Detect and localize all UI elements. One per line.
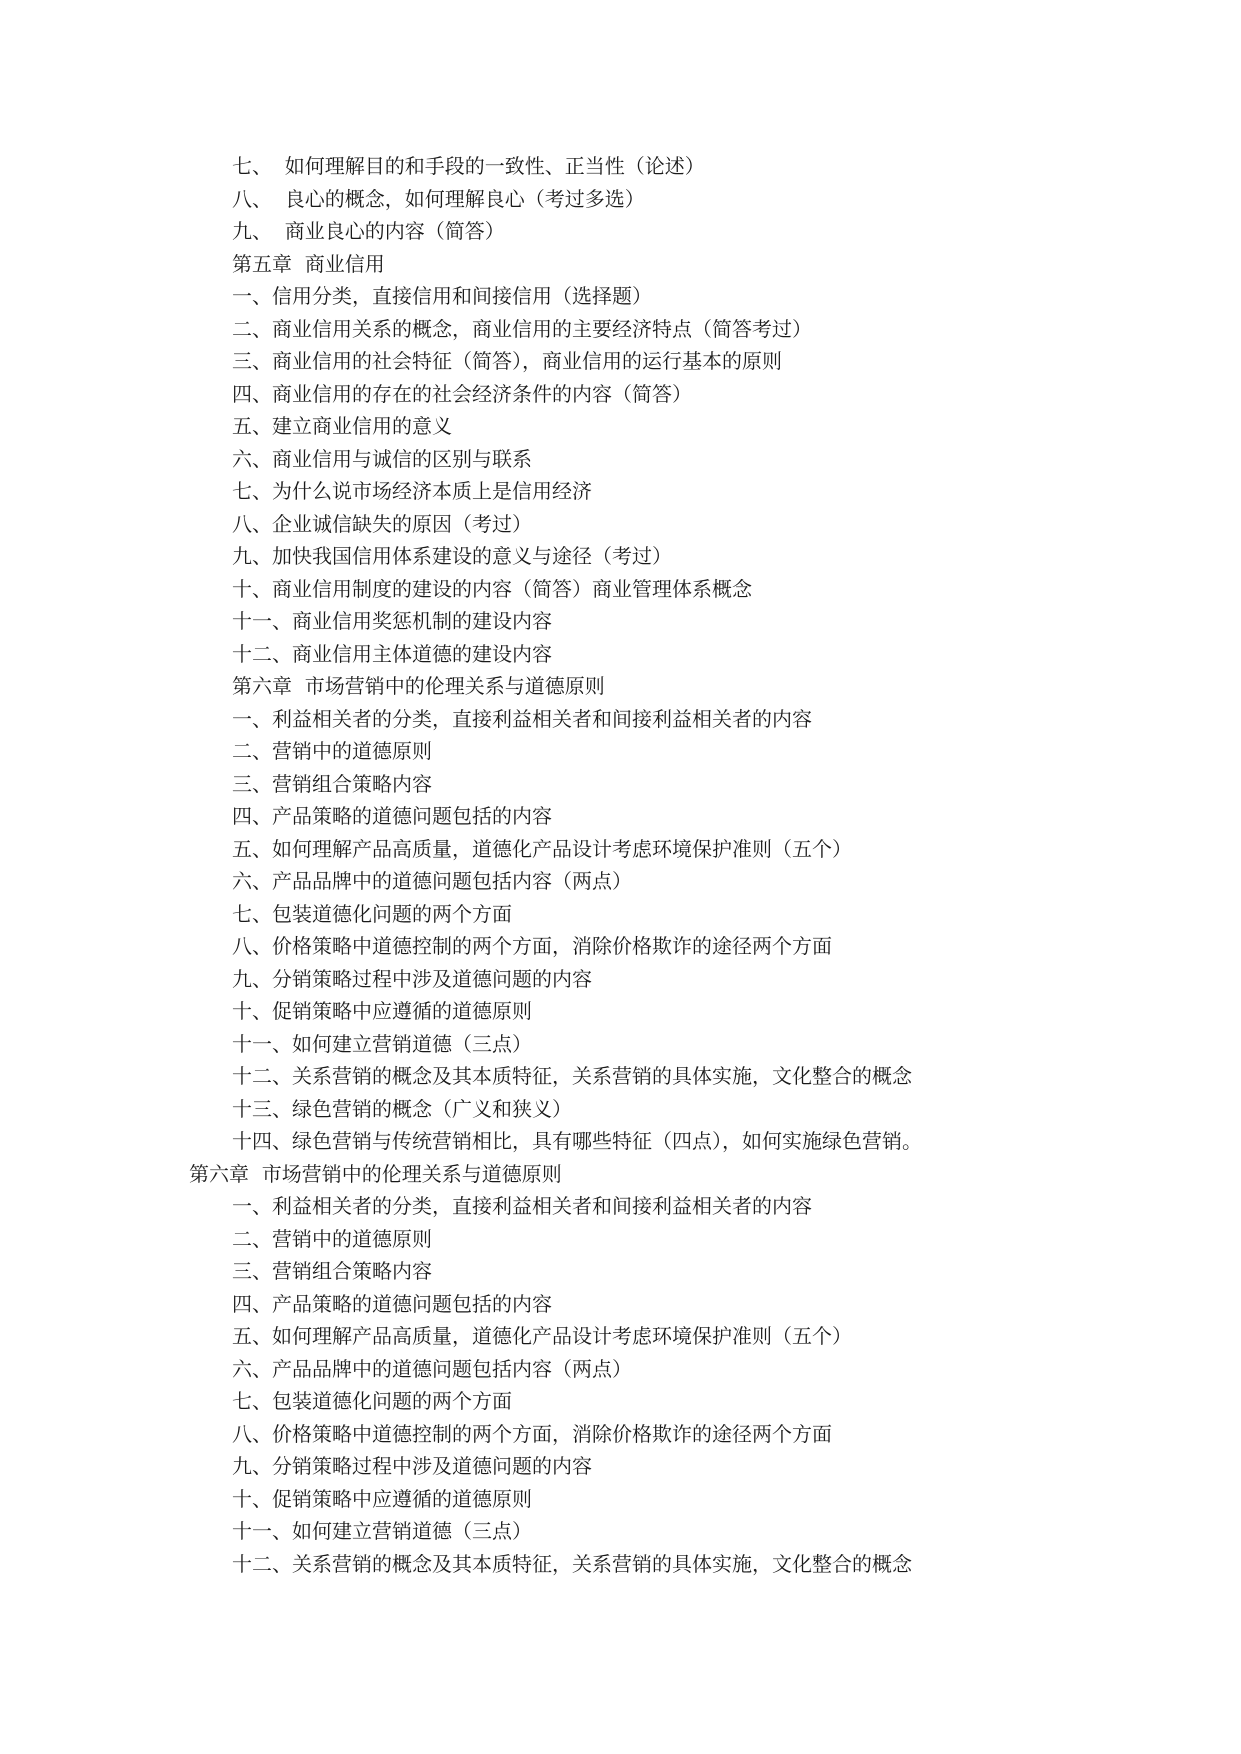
- list-item: 十、促销策略中应遵循的道德原则: [232, 1486, 532, 1511]
- chapter-heading: 第六章 市场营销中的伦理关系与道德原则: [232, 674, 605, 698]
- list-item: 九、分销策略过程中涉及道德问题的内容: [232, 966, 592, 991]
- chapter-heading: 第六章 市场营销中的伦理关系与道德原则: [189, 1161, 562, 1186]
- list-item: 一、利益相关者的分类，直接利益相关者和间接利益相关者的内容: [232, 1194, 812, 1218]
- list-item: 四、商业信用的存在的社会经济条件的内容（简答）: [232, 381, 692, 406]
- list-item: 一、利益相关者的分类，直接利益相关者和间接利益相关者的内容: [232, 706, 812, 731]
- list-item: 九、分销策略过程中涉及道德问题的内容: [232, 1454, 592, 1478]
- list-item: 十二、商业信用主体道德的建设内容: [232, 641, 552, 666]
- list-item: 五、如何理解产品高质量，道德化产品设计考虑环境保护准则（五个）: [232, 1324, 852, 1348]
- list-item: 三、营销组合策略内容: [232, 771, 432, 796]
- list-item: 二、营销中的道德原则: [232, 739, 432, 763]
- list-item: 七、包装道德化问题的两个方面: [232, 901, 512, 926]
- list-item: 八、价格策略中道德控制的两个方面，消除价格欺诈的途径两个方面: [232, 1421, 832, 1446]
- list-item: 六、产品品牌中的道德问题包括内容（两点）: [232, 1356, 632, 1381]
- list-item: 十、商业信用制度的建设的内容（简答）商业管理体系概念: [232, 576, 752, 601]
- list-item: 十一、如何建立营销道德（三点）: [232, 1031, 532, 1056]
- list-item: 二、营销中的道德原则: [232, 1226, 432, 1251]
- list-item: 八、 良心的概念，如何理解良心（考过多选）: [232, 186, 645, 211]
- list-item: 八、企业诚信缺失的原因（考过）: [232, 511, 532, 536]
- document-body: [0, 150, 1241, 1580]
- list-item: 五、建立商业信用的意义: [232, 414, 452, 438]
- list-item: 一、信用分类，直接信用和间接信用（选择题）: [232, 284, 652, 308]
- list-item: 八、价格策略中道德控制的两个方面，消除价格欺诈的途径两个方面: [232, 934, 832, 958]
- list-item: 七、为什么说市场经济本质上是信用经济: [232, 479, 592, 503]
- list-item: 四、产品策略的道德问题包括的内容: [232, 804, 552, 828]
- list-item: 七、 如何理解目的和手段的一致性、正当性（论述）: [232, 154, 705, 178]
- list-item: 五、如何理解产品高质量，道德化产品设计考虑环境保护准则（五个）: [232, 836, 852, 861]
- list-item: 四、产品策略的道德问题包括的内容: [232, 1291, 552, 1316]
- list-item: 十四、绿色营销与传统营销相比，具有哪些特征（四点），如何实施绿色营销。: [232, 1129, 922, 1153]
- list-item: 十二、关系营销的概念及其本质特征，关系营销的具体实施，文化整合的概念: [232, 1551, 912, 1576]
- list-item: 六、商业信用与诚信的区别与联系: [232, 446, 532, 471]
- list-item: 七、包装道德化问题的两个方面: [232, 1389, 512, 1413]
- list-item: 九、 商业良心的内容（简答）: [232, 219, 505, 243]
- list-item: 十、促销策略中应遵循的道德原则: [232, 999, 532, 1023]
- list-item: 六、产品品牌中的道德问题包括内容（两点）: [232, 869, 632, 893]
- list-item: 十一、商业信用奖惩机制的建设内容: [232, 609, 552, 633]
- list-item: 十一、如何建立营销道德（三点）: [232, 1519, 532, 1543]
- list-item: 九、加快我国信用体系建设的意义与途径（考过）: [232, 544, 672, 568]
- list-item: 十二、关系营销的概念及其本质特征，关系营销的具体实施，文化整合的概念: [232, 1064, 912, 1088]
- list-item: 十三、绿色营销的概念（广义和狭义）: [232, 1096, 572, 1121]
- list-item: 三、营销组合策略内容: [232, 1259, 432, 1283]
- list-item: 三、商业信用的社会特征（简答），商业信用的运行基本的原则: [232, 349, 782, 373]
- list-item: 二、商业信用关系的概念，商业信用的主要经济特点（简答考过）: [232, 316, 812, 341]
- chapter-heading: 第五章 商业信用: [232, 251, 385, 276]
